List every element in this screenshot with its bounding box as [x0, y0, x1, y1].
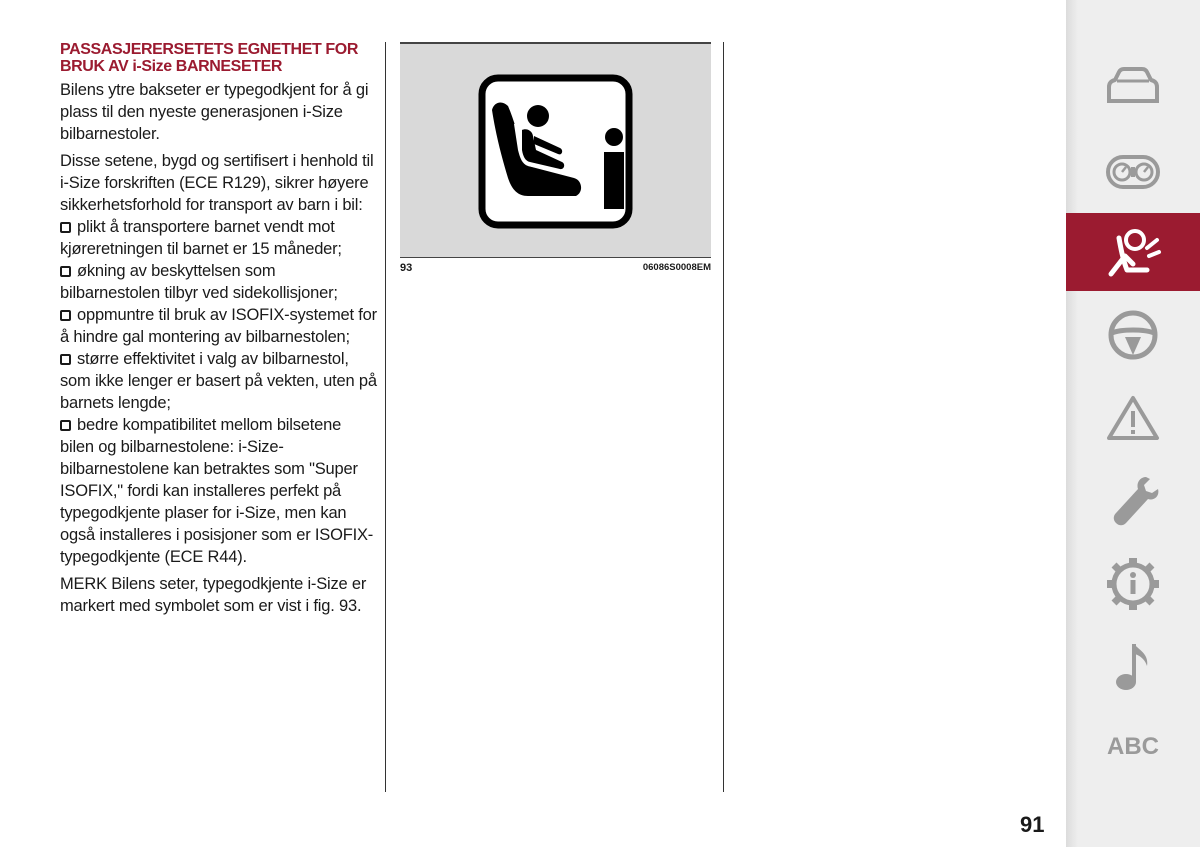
sidebar-item-emergency[interactable] [1066, 379, 1200, 457]
list-item-text: bedre kompatibilitet mellom bilsetene bilen og bilbarnestolene: i-Size-bilbarnestolene kan betraktes som "Super ISOFIX," fordi kan installeres perfekt på typegodkjente plaser for i-Size, men kan også installeres i posisjoner som er ISOFIX-typegodkjente (ECE R44). [60, 416, 374, 566]
list-item [60, 260, 378, 304]
list-item-text: større effektivitet i valg av bilbarnestol, som ikke lenger er basert på vekten, uten på barnets lengde; [60, 350, 377, 412]
figure-code: 06086S0008EM [642, 262, 711, 273]
wrench-icon [1106, 473, 1160, 529]
sidebar-item-maintenance[interactable] [1066, 462, 1200, 540]
sidebar-item-multimedia[interactable] [1066, 627, 1200, 705]
page-number: 91 [1020, 812, 1045, 837]
dashboard-gauges-icon [1105, 154, 1161, 190]
checkbox-bullet-icon [60, 354, 71, 365]
list-item-text: økning av beskyttelsen som bilbarnestolen tilbyr ved sidekollisjoner; [60, 262, 338, 302]
sidebar-item-index[interactable] [1066, 708, 1200, 786]
checkbox-bullet-icon [60, 222, 71, 233]
list-item [60, 304, 378, 348]
paragraph-intro: Bilens ytre bakseter er typegodkjent for å gi plass til den nyeste generasjonen i-Size bilbarnestoler. [60, 81, 369, 143]
figure-number: 93 [400, 262, 413, 274]
list-item [60, 414, 378, 568]
car-icon [1105, 67, 1161, 107]
steering-wheel-icon [1107, 309, 1159, 361]
paragraph-regulation: Disse setene, bygd og sertifisert i henhold til i-Size forskriften (ECE R129), sikrer høyere sikkerhetsforhold for transport av barn i bil: [60, 152, 374, 214]
sidebar-item-technical-data[interactable] [1066, 545, 1200, 623]
airbag-seat-icon [1103, 226, 1163, 278]
warning-triangle-icon [1106, 394, 1160, 442]
section-heading [60, 41, 380, 75]
chapter-sidebar [1066, 0, 1200, 847]
column-divider-left [385, 42, 386, 792]
sidebar-item-dashboard[interactable] [1066, 133, 1200, 211]
section-heading-line-2: BRUK AV i-Size BARNESETER [60, 58, 283, 75]
list-item [60, 348, 378, 414]
column-divider-right [723, 42, 724, 792]
body-text [60, 79, 378, 622]
music-note-icon [1113, 640, 1153, 692]
list-item [60, 216, 378, 260]
sidebar-item-car[interactable] [1066, 48, 1200, 126]
checkbox-bullet-icon [60, 310, 71, 321]
list-item-text: plikt å transportere barnet vendt mot kjøreretningen til barnet er 15 måneder; [60, 218, 342, 258]
sidebar-item-driving[interactable] [1066, 296, 1200, 374]
checkbox-bullet-icon [60, 420, 71, 431]
list-item-text: oppmuntre til bruk av ISOFIX-systemet for å hindre gal montering av bilbarnestolen; [60, 306, 377, 346]
checkbox-bullet-icon [60, 266, 71, 277]
sidebar-item-safety[interactable] [1066, 213, 1200, 291]
index-label: ABC [1107, 733, 1159, 760]
i-size-child-seat-icon [478, 74, 633, 229]
gear-info-icon [1106, 557, 1160, 611]
note-paragraph: MERK Bilens seter, typegodkjente i-Size er markert med symbolet som er vist i fig. 93. [60, 575, 367, 615]
figure-93 [400, 42, 711, 258]
section-heading-line-1: PASSASJERERSETETS EGNETHET FOR [60, 41, 358, 58]
